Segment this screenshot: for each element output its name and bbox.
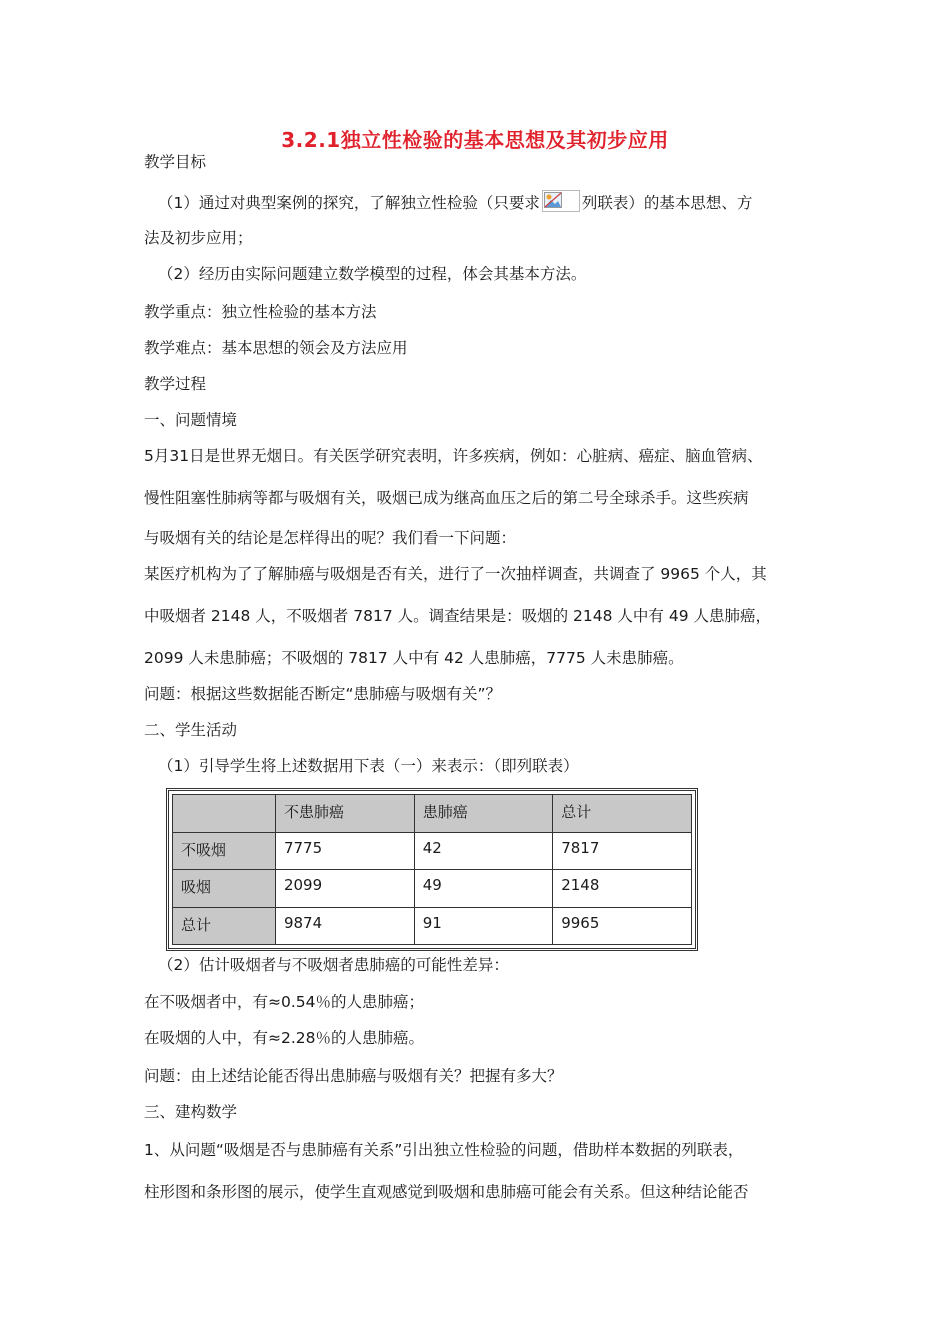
question-2: 问题：由上述结论能否得出患肺癌与吸烟有关？把握有多大？ <box>144 1067 563 1085</box>
table-row-label: 不吸烟 <box>173 832 276 870</box>
paragraph-line: 柱形图和条形图的展示，使学生直观感觉到吸烟和患肺癌可能会有关系。但这种结论能否 <box>144 1183 749 1201</box>
table-cell: 49 <box>414 870 552 908</box>
contingency-table-grid <box>172 794 692 945</box>
document-title: 3.2.1独立性检验的基本思想及其初步应用 <box>281 128 669 152</box>
table-row-label: 吸烟 <box>173 870 276 908</box>
table-row <box>173 870 692 908</box>
activity-step-2: （2）估计吸烟者与不吸烟者患肺癌的可能性差异： <box>158 956 509 974</box>
section-heading-process: 教学过程 <box>144 375 207 393</box>
paragraph-line: 与吸烟有关的结论是怎样得出的呢？我们看一下问题： <box>144 529 517 547</box>
objective-1-line-1 <box>158 190 838 213</box>
objective-1-text-b: 列联表）的基本思想、方 <box>581 194 753 212</box>
question-1: 问题：根据这些数据能否断定“患肺癌与吸烟有关”？ <box>144 685 502 703</box>
table-cell: 2099 <box>275 870 414 908</box>
table-row <box>173 832 692 870</box>
difficult-point: 教学难点：基本思想的领会及方法应用 <box>144 339 408 357</box>
paragraph-line: 2099 人未患肺癌；不吸烟的 7817 人中有 42 人患肺癌，7775 人未患肺癌。 <box>144 649 684 667</box>
paragraph-line: 慢性阻塞性肺病等都与吸烟有关，吸烟已成为继高血压之后的第二号全球杀手。这些疾病 <box>144 489 749 507</box>
objective-2: （2）经历由实际问题建立数学模型的过程，体会其基本方法。 <box>158 265 587 283</box>
table-cell: 9965 <box>553 907 692 945</box>
table-header-cell: 患肺癌 <box>414 795 552 833</box>
estimate-nonsmokers: 在不吸烟者中，有≈0.54％的人患肺癌； <box>144 993 425 1011</box>
table-cell: 91 <box>414 907 552 945</box>
section-heading-construct: 三、建构数学 <box>144 1103 238 1121</box>
table-row <box>173 907 692 945</box>
broken-image-icon <box>542 190 580 212</box>
objective-1-text-a: （1）通过对典型案例的探究，了解独立性检验（只要求 <box>158 194 540 212</box>
table-cell: 9874 <box>275 907 414 945</box>
table-cell: 2148 <box>553 870 692 908</box>
table-cell: 7775 <box>275 832 414 870</box>
section-heading-situation: 一、问题情境 <box>144 411 238 429</box>
table-cell: 42 <box>414 832 552 870</box>
table-header-cell: 不患肺癌 <box>275 795 414 833</box>
table-header-cell <box>173 795 276 833</box>
table-header-cell: 总计 <box>553 795 692 833</box>
key-point: 教学重点：独立性检验的基本方法 <box>144 303 377 321</box>
section-heading-objectives: 教学目标 <box>144 153 207 171</box>
table-row-label: 总计 <box>173 907 276 945</box>
paragraph-line: 5月31日是世界无烟日。有关医学研究表明，许多疾病，例如：心脏病、癌症、脑血管病、 <box>144 447 763 465</box>
section-heading-activity: 二、学生活动 <box>144 721 238 739</box>
paragraph-line: 中吸烟者 2148 人，不吸烟者 7817 人。调查结果是：吸烟的 2148 人中有 49 人患肺癌， <box>144 607 771 625</box>
paragraph-line: 某医疗机构为了了解肺癌与吸烟是否有关，进行了一次抽样调查，共调查了 9965 个人，其 <box>144 565 767 583</box>
table-cell: 7817 <box>553 832 692 870</box>
objective-1-line-2: 法及初步应用； <box>144 229 253 247</box>
contingency-table <box>166 788 698 951</box>
activity-step-1: （1）引导学生将上述数据用下表（一）来表示：（即列联表） <box>158 757 579 775</box>
table-header-row <box>173 795 692 833</box>
estimate-smokers: 在吸烟的人中，有≈2.28％的人患肺癌。 <box>144 1029 425 1047</box>
paragraph-line: 1、从问题“吸烟是否与患肺癌有关系”引出独立性检验的问题，借助样本数据的列联表， <box>144 1141 744 1159</box>
